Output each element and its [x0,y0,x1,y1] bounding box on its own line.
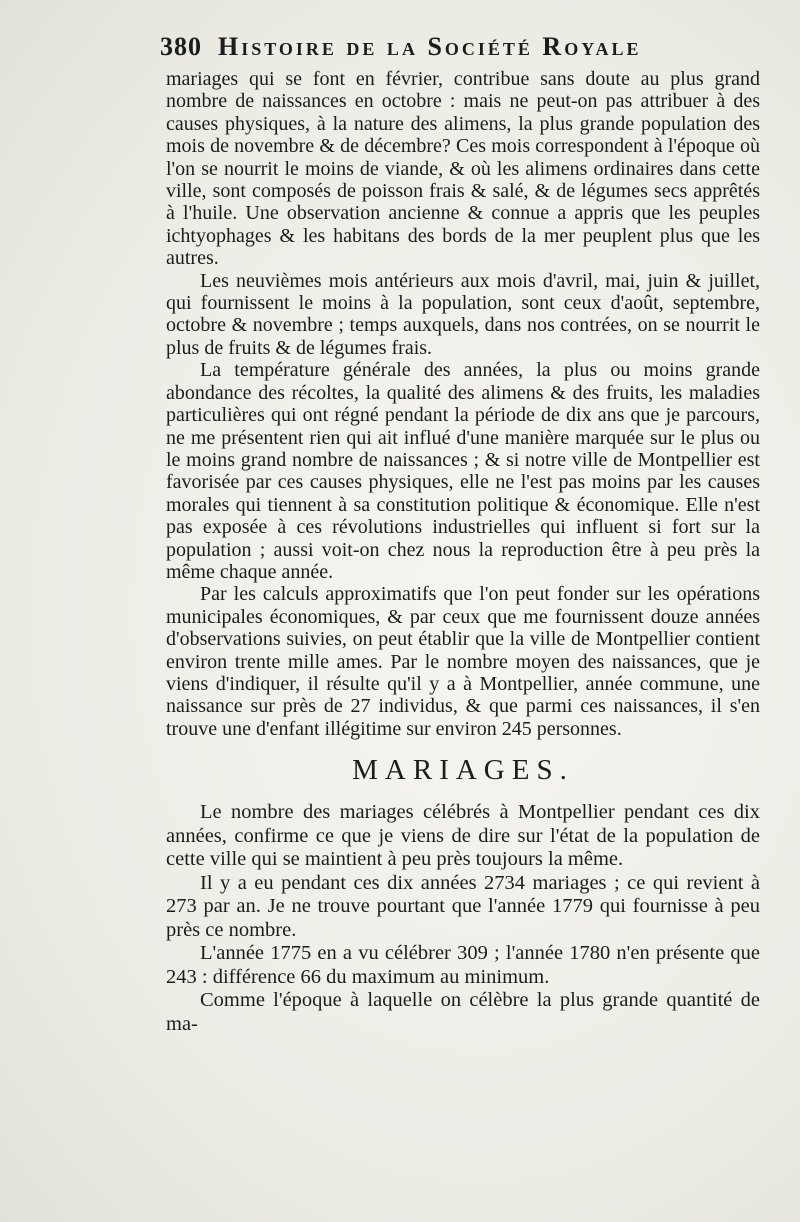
running-head: Histoire de la Société Royale [218,32,642,61]
paragraph-continuation: mariages qui se font en février, contribue sans doute au plus grand nombre de naissances en octobre : mais ne peut-on pas attribuer à des causes physiques, à la nature des alimens, la plus grande population des mois de novembre & de décembre? Ces mois correspondent à l'époque où l'on se nourrit le moins de viande, & où les alimens ordinaires dans cette ville, sont composés de poisson frais & salé, & de légumes secs apprêtés à l'huile. Une observation ancienne & connue a appris que les peuples ichtyophages & les habitans des bords de la mer peuplent plus que les autres. [166,68,760,270]
page-number: 380 [160,32,202,61]
page-header [160,32,730,62]
section-title: MARIAGES. [352,754,574,787]
body-text [166,68,760,1036]
paragraph: Les neuvièmes mois antérieurs aux mois d'avril, mai, juin & juillet, qui fournissent le moins à la population, sont ceux d'août, septembre, octobre & novembre ; temps auxquels, dans nos contrées, on se nourrit le plus de fruits & de légumes frais. [166,269,760,359]
paragraph: La température générale des années, la plus ou moins grande abondance des récoltes, la qualité des alimens & des fruits, les maladies particulières qui ont régné pendant la période de dix ans que je parcours, ne me présentent rien qui ait influé d'une manière marquée sur le plus ou le moins grand nombre de naissances ; & si notre ville de Montpellier est favorisée par ces causes physiques, elle ne l'est pas moins par les causes morales qui tiennent à sa constitution politique & économique. Elle n'est pas exposée à ces révolutions industrielles qui influent si fort sur la population ; aussi voit-on chez nous la reproduction être à peu près la même chaque année. [166,359,760,583]
paragraph: L'année 1775 en a vu célébrer 309 ; l'année 1780 n'en présente que 243 : différence 66 du maximum au minimum. [166,942,760,988]
paragraph: Par les calculs approximatifs que l'on peut fonder sur les opérations municipales économiques, & par ceux que me fournissent douze années d'observations suivies, on peut établir que la ville de Montpellier contient environ trente mille ames. Par le nombre moyen des naissances, que je viens d'indiquer, il résulte qu'il y a à Montpellier, année commune, une naissance sur près de 27 individus, & que parmi ces naissances, il s'en trouve une d'enfant illégitime sur environ 245 personnes. [166,583,760,740]
paragraph: Comme l'époque à laquelle on célèbre la plus grande quantité de ma- [166,989,760,1035]
section-mariages [166,754,760,1036]
paragraph: Il y a eu pendant ces dix années 2734 mariages ; ce qui revient à 273 par an. Je ne trouve pourtant que l'année 1779 qui fournisse à peu près ce nombre. [166,871,760,941]
paragraph: Le nombre des mariages célébrés à Montpellier pendant ces dix années, confirme ce que je viens de dire sur l'état de la population de cette ville qui se maintient à peu près toujours la même. [166,801,760,871]
